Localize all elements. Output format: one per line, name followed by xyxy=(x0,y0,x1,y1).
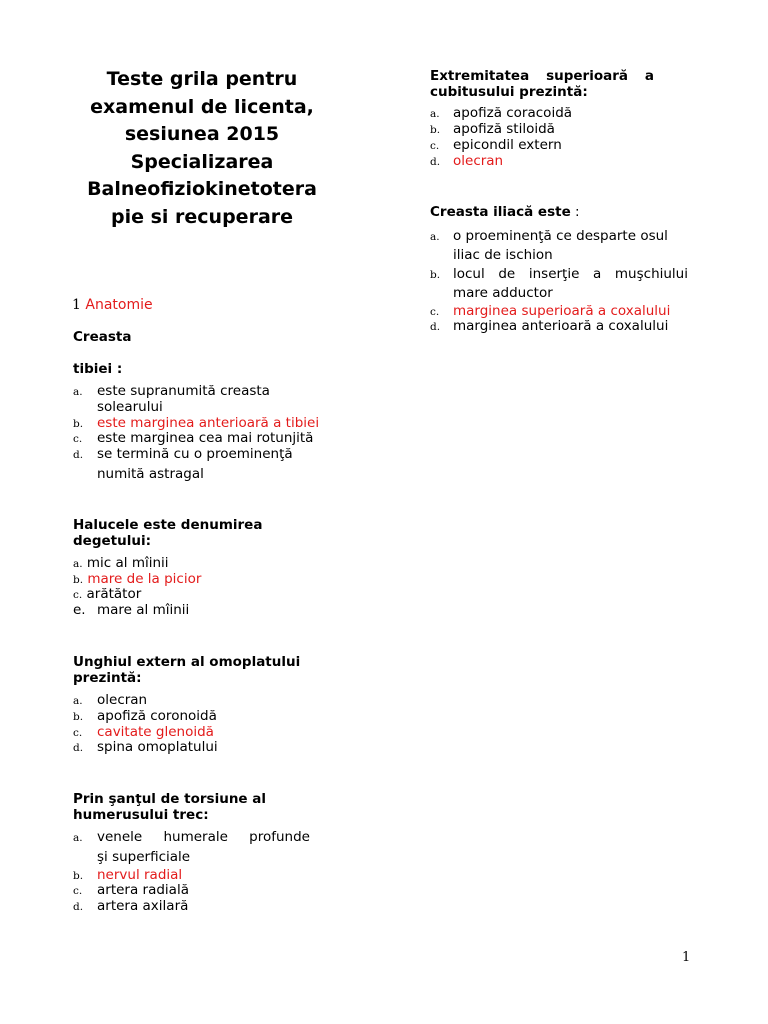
option-marker: d. xyxy=(73,449,84,461)
section-name: Anatomie xyxy=(85,297,153,313)
title-line: sesiunea 2015 xyxy=(124,123,280,145)
option-text-correct: mare de la picior xyxy=(87,571,202,587)
question-1-title-part2: tibiei : xyxy=(73,361,123,377)
option-text: spina omoplatului xyxy=(97,739,218,755)
option-text-correct: nervul radial xyxy=(97,867,183,883)
option-marker: b. xyxy=(430,124,441,136)
option-marker: a. xyxy=(430,231,440,243)
option-text: este marginea cea mai rotunjită xyxy=(97,430,314,446)
option-marker: d. xyxy=(73,901,84,913)
option-text: apofiză stiloidă xyxy=(453,121,555,137)
title-line: examenul de licenta, xyxy=(90,95,314,118)
option-text: este supranumită creasta xyxy=(97,383,270,399)
option-text: solearului xyxy=(97,399,163,415)
question-5-title-line: Extremitatea superioară a xyxy=(430,68,654,84)
option-marker: b. xyxy=(73,418,84,430)
question-4-title-line: Prin şanţul de torsiune al xyxy=(73,791,267,807)
option-text-correct: este marginea anterioară a tibiei xyxy=(97,415,320,431)
option-text: venele humerale profunde xyxy=(97,829,310,845)
page-number: 1 xyxy=(682,950,691,965)
option-marker: c. xyxy=(430,140,440,152)
question-6-title xyxy=(430,204,580,220)
option-text: se termină cu o proeminenţă xyxy=(97,446,293,462)
option-marker: a. xyxy=(73,386,83,398)
question-4-title-line: humerusului trec: xyxy=(73,807,209,823)
option-text: olecran xyxy=(97,692,148,708)
option-marker: a. xyxy=(73,695,83,707)
section-heading xyxy=(72,297,153,314)
option-marker: b. xyxy=(73,870,84,882)
option-marker: c. xyxy=(73,727,83,739)
option-text: iliac de ischion xyxy=(453,247,553,263)
option-text: artera radială xyxy=(97,882,189,898)
option-text: o proeminenţă ce desparte osul xyxy=(453,228,668,244)
option-marker: a. xyxy=(73,832,83,844)
document-title xyxy=(66,66,338,231)
option-text-correct: cavitate glenoidă xyxy=(97,724,214,740)
option-marker: b. xyxy=(73,574,84,586)
option-marker: c. xyxy=(73,885,83,897)
question-6-title-suffix: : xyxy=(570,204,580,220)
option-text-correct: marginea superioară a coxalului xyxy=(453,303,671,319)
option-text: şi superficiale xyxy=(97,849,191,865)
option-marker: d. xyxy=(73,742,84,754)
option-marker: d. xyxy=(430,156,441,168)
option-text: numită astragal xyxy=(97,466,204,482)
question-3-title-line: prezintă: xyxy=(73,670,142,686)
option-marker: b. xyxy=(430,269,441,281)
question-3-title-line: Unghiul extern al omoplatului xyxy=(73,654,301,670)
title-line: pie si recuperare xyxy=(110,205,294,228)
question-1-title-part1: Creasta xyxy=(73,329,132,345)
option-marker: e. xyxy=(73,602,86,618)
option-marker: c. xyxy=(73,589,83,601)
option-text: mare al mîinii xyxy=(97,602,190,618)
option xyxy=(73,555,169,572)
option-text: mare adductor xyxy=(453,285,553,301)
option xyxy=(73,586,141,603)
section-number: 1 xyxy=(72,297,81,313)
title-line: Balneofiziokinetotera xyxy=(87,178,317,200)
option-marker: c. xyxy=(73,433,83,445)
question-2-title-line: degetului: xyxy=(73,533,151,549)
question-6-title-text: Creasta iliacă este xyxy=(430,204,571,220)
option-text: apofiză coronoidă xyxy=(97,708,217,724)
option-text: apofiză coracoidă xyxy=(453,105,573,121)
title-line: Specializarea xyxy=(130,150,274,173)
option-text-correct: olecran xyxy=(453,153,504,169)
question-5-title-line: cubitusului prezintă: xyxy=(430,84,588,100)
option-marker: a. xyxy=(73,558,83,570)
option-marker: c. xyxy=(430,306,440,318)
option-text: mic al mîinii xyxy=(86,555,169,571)
option-marker: a. xyxy=(430,108,440,120)
option-text: artera axilară xyxy=(97,898,189,914)
question-2-title-line: Halucele este denumirea xyxy=(73,517,263,533)
option-marker: d. xyxy=(430,321,441,333)
option-text: arătător xyxy=(86,586,142,602)
option-text: locul de inserţie a muşchiului xyxy=(453,266,688,282)
option-text: marginea anterioară a coxalului xyxy=(453,318,669,334)
title-line: Teste grila pentru xyxy=(106,68,298,90)
option-marker: b. xyxy=(73,711,84,723)
option-text: epicondil extern xyxy=(453,137,562,153)
